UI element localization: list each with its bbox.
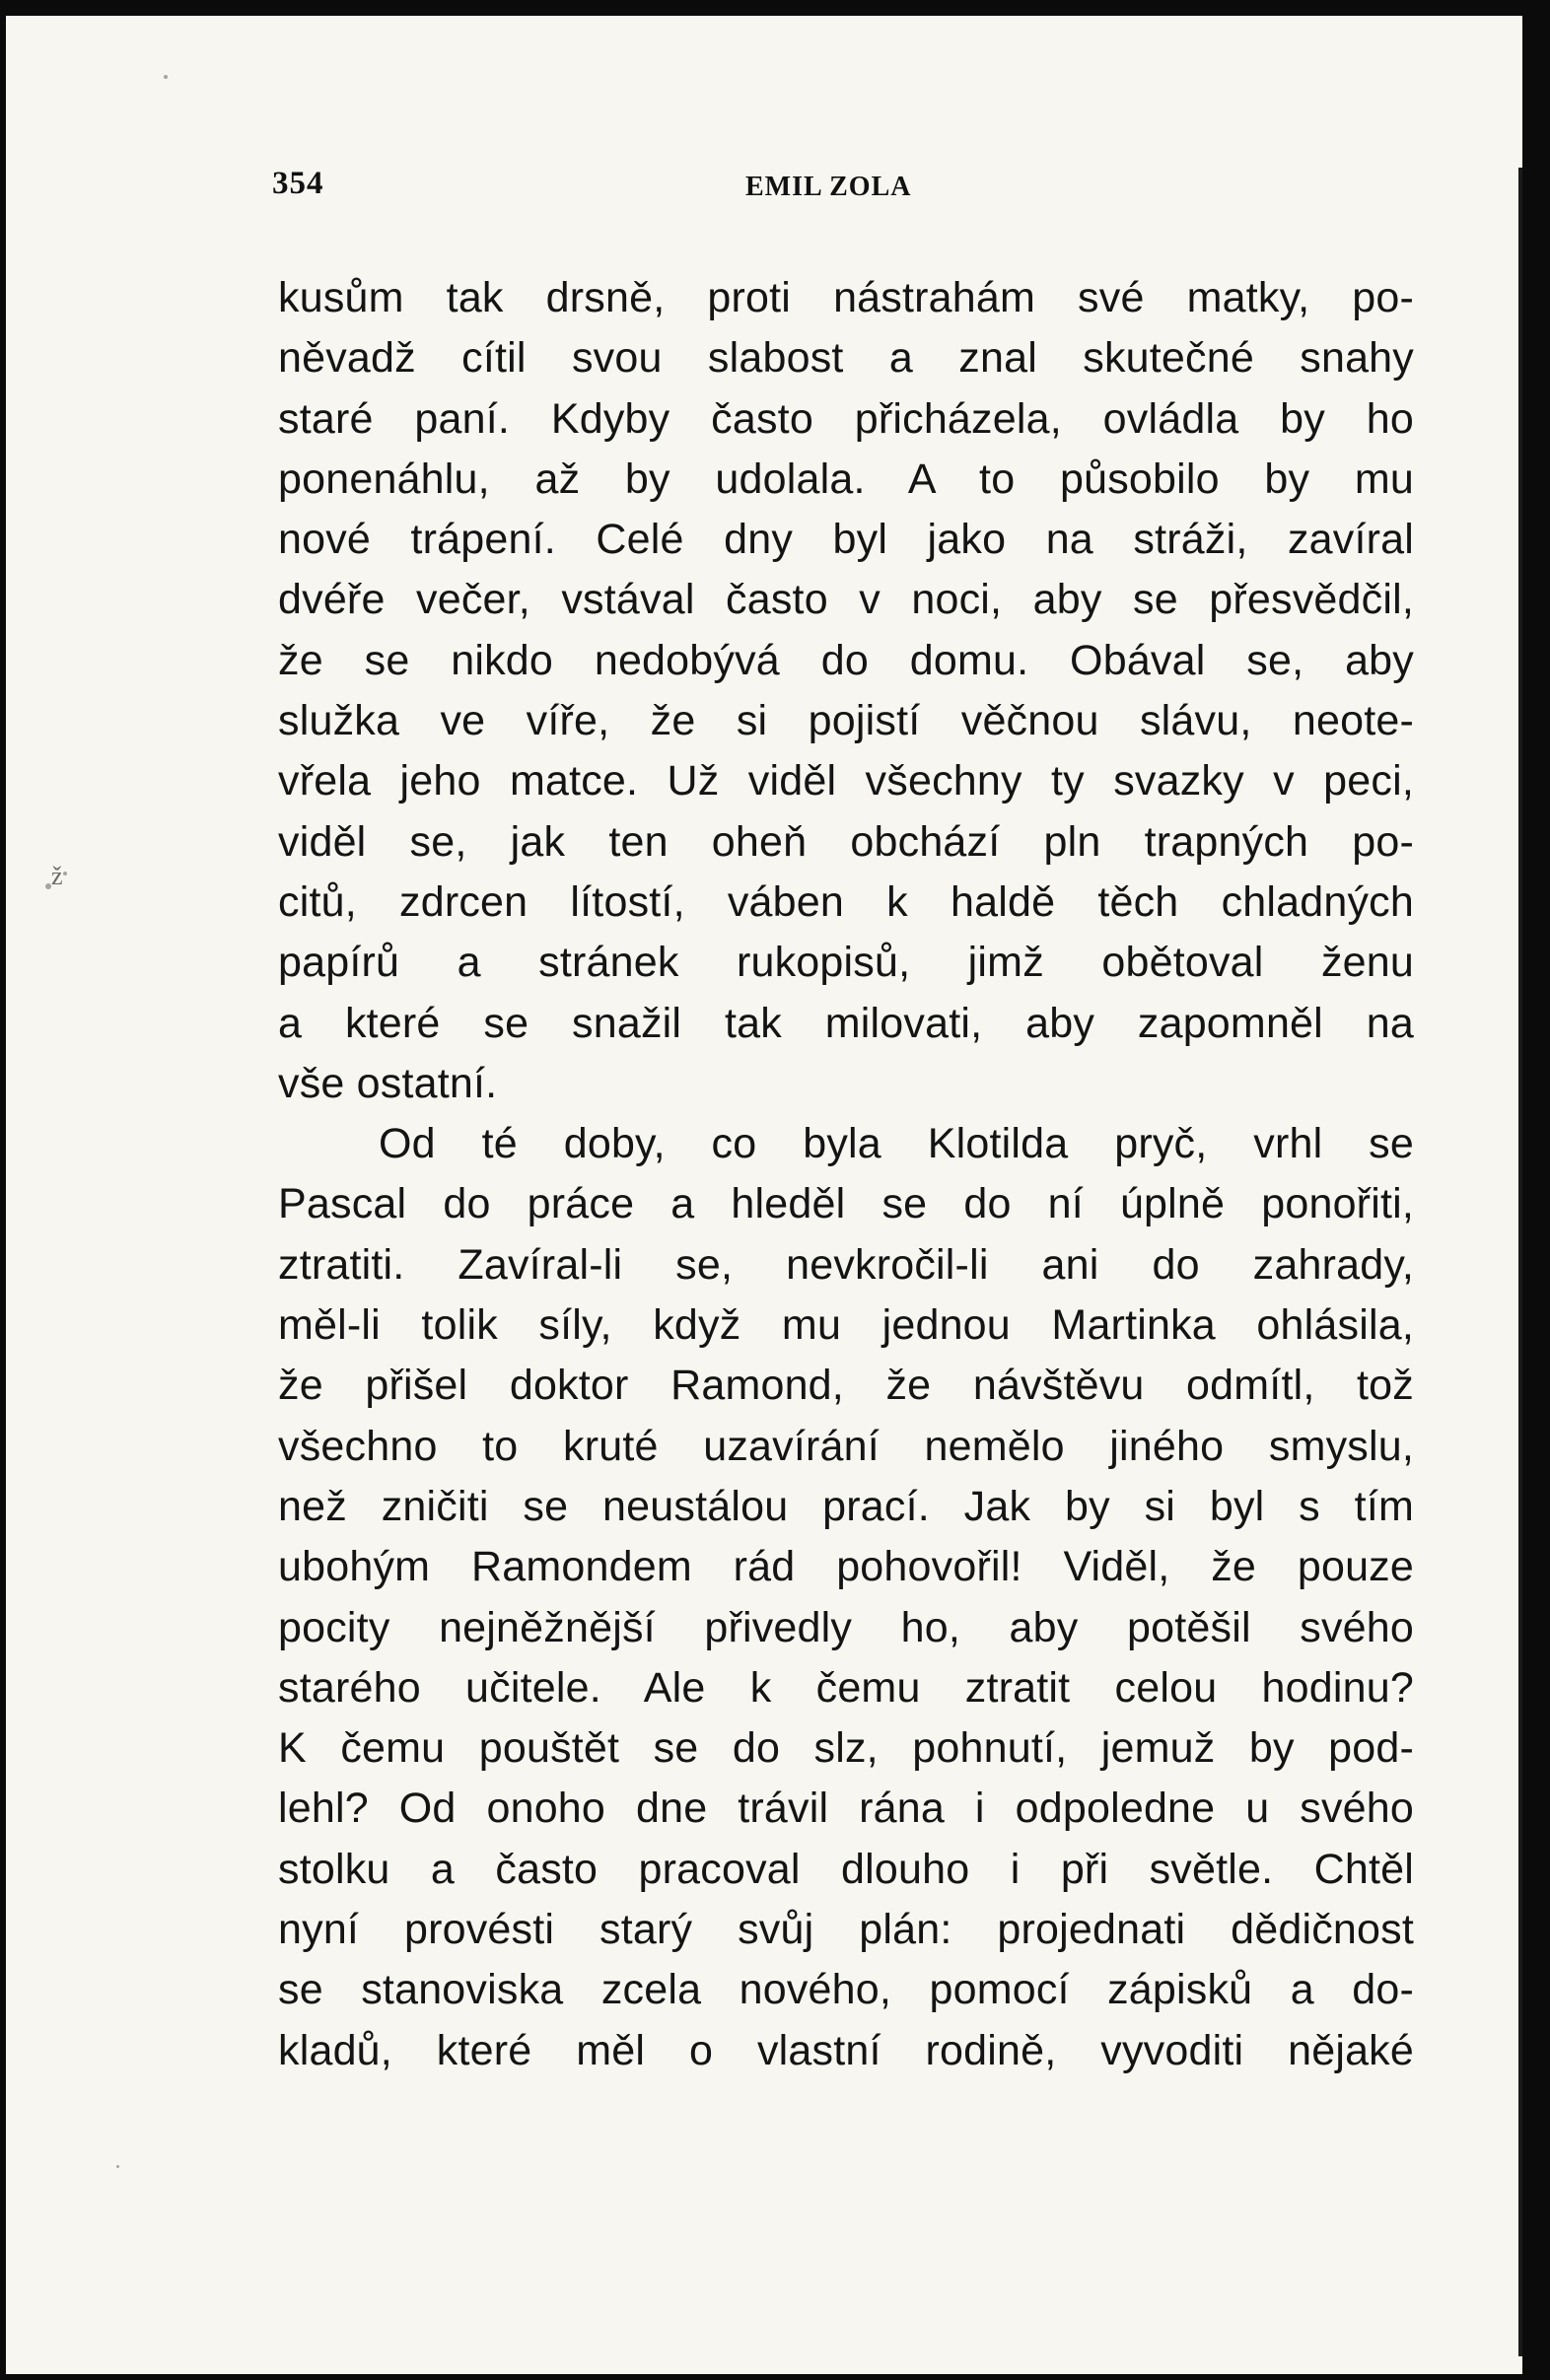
text-line: ponenáhlu, až by udolala. A to působilo by mu bbox=[278, 455, 1414, 503]
scan-speck bbox=[164, 75, 168, 79]
text-line: staré paní. Kdyby často přicházela, ovládla by ho bbox=[278, 394, 1414, 443]
text-line: se stanoviska zcela nového, pomocí zápisků a do- bbox=[278, 1966, 1414, 2014]
text-line: K čemu pouštět se do slz, pohnutí, jemuž by pod- bbox=[278, 1724, 1414, 1773]
text-line: nyní provésti starý svůj plán: projednati dědičnost bbox=[278, 1906, 1414, 1954]
book-page bbox=[6, 16, 1522, 2374]
text-line: něvadž cítil svou slabost a znal skutečné snahy bbox=[278, 334, 1414, 383]
text-line: služka ve víře, že si pojistí věčnou slávu, neote- bbox=[278, 697, 1414, 745]
page-header bbox=[272, 166, 933, 211]
text-line: viděl se, jak ten oheň obchází pln trapných po- bbox=[278, 817, 1414, 866]
text-line: kladů, které měl o vlastní rodině, vyvoditi nějaké bbox=[278, 2026, 1414, 2074]
text-line: a které se snažil tak milovati, aby zapomněl na bbox=[278, 999, 1414, 1047]
paragraph-end-line: vše ostatní. bbox=[278, 1059, 498, 1107]
text-line: měl-li tolik síly, když mu jednou Martinka ohlásila, bbox=[278, 1301, 1414, 1350]
text-line: citů, zdrcen lítostí, váben k haldě těch chladných bbox=[278, 877, 1414, 926]
text-line: vřela jeho matce. Už viděl všechny ty svazky v peci, bbox=[278, 757, 1414, 805]
text-line: stolku a často pracoval dlouho i při světle. Chtěl bbox=[278, 1845, 1414, 1893]
text-line: že se nikdo nedobývá do domu. Obával se, aby bbox=[278, 636, 1414, 684]
page-number: 354 bbox=[272, 166, 324, 201]
text-line: lehl? Od onoho dne trávil rána i odpoledne u svého bbox=[278, 1785, 1414, 1833]
text-line: ubohým Ramondem rád pohovořil! Viděl, že pouze bbox=[278, 1543, 1414, 1591]
text-line: že přišel doktor Ramond, že návštěvu odmítl, tož bbox=[278, 1362, 1414, 1410]
text-line: nové trápení. Celé dny byl jako na stráži, zavíral bbox=[278, 516, 1414, 564]
text-line: starého učitele. Ale k čemu ztratit celou hodinu? bbox=[278, 1663, 1414, 1712]
text-line: kusům tak drsně, proti nástrahám své matky, po- bbox=[278, 274, 1414, 321]
page-edge bbox=[1522, 0, 1550, 2380]
text-line: Pascal do práce a hleděl se do ní úplně ponořiti, bbox=[278, 1180, 1414, 1228]
margin-mark: ž bbox=[51, 862, 63, 890]
text-line: pocity nejněžnější přivedly ho, aby potěšil svého bbox=[278, 1603, 1414, 1651]
scan-speck bbox=[116, 2165, 119, 2168]
text-line: papírů a stránek rukopisů, jimž obětoval ženu bbox=[278, 939, 1414, 987]
body-text bbox=[278, 268, 1414, 2081]
text-line: dvéře večer, vstával často v noci, aby se přesvědčil, bbox=[278, 576, 1414, 624]
text-line: všechno to kruté uzavírání nemělo jiného smyslu, bbox=[278, 1422, 1414, 1470]
scan-speck bbox=[63, 872, 67, 875]
text-line: ztratiti. Zavíral-li se, nevkročil-li ani do zahrady, bbox=[278, 1240, 1414, 1289]
paragraph-start-line: Od té doby, co byla Klotilda pryč, vrhl se bbox=[379, 1120, 1414, 1168]
text-line: než zničiti se neustálou prací. Jak by si byl s tím bbox=[278, 1482, 1414, 1530]
running-head: EMIL ZOLA bbox=[745, 172, 912, 202]
